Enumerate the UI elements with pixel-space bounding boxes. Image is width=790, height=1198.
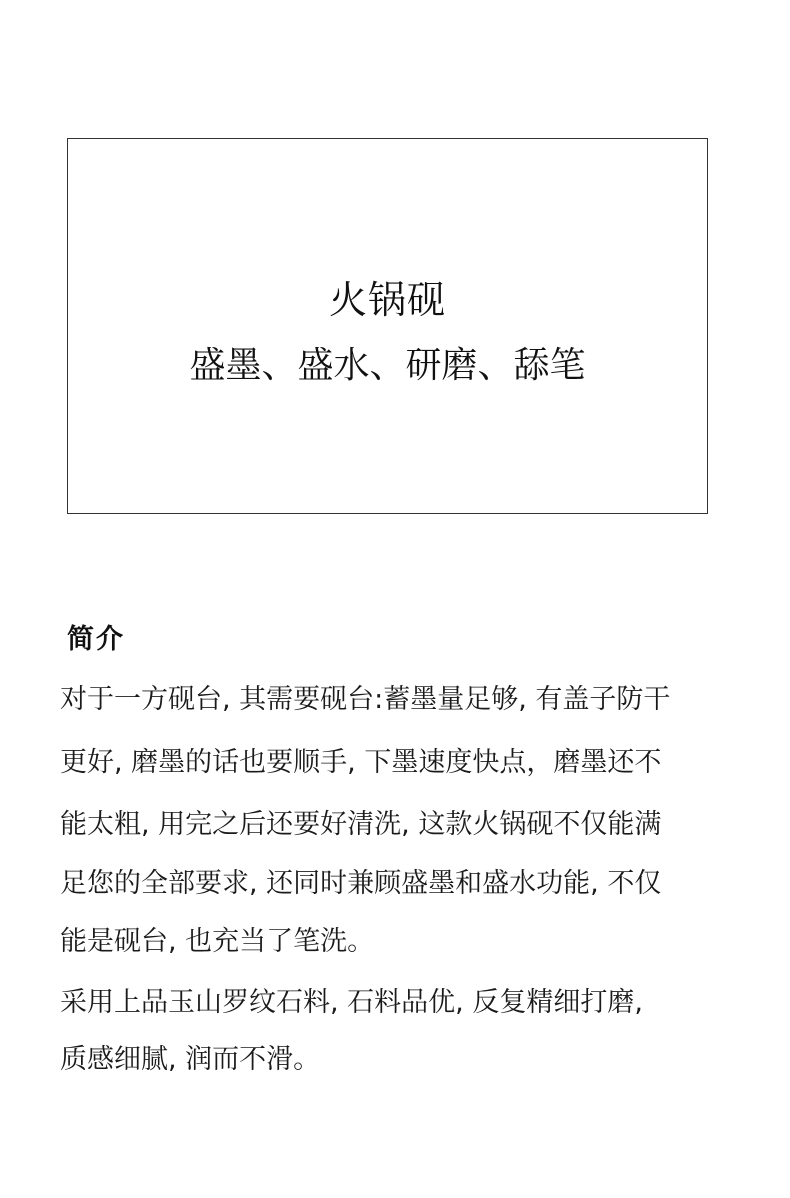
- intro-line: 能太粗, 用完之后还要好清洗, 这款火锅砚不仅能满: [60, 809, 662, 840]
- intro-line: 更好, 磨墨的话也要顺手, 下墨速度快点，磨墨还不: [60, 747, 662, 778]
- intro-heading: 简介: [67, 624, 125, 655]
- intro-line: 对于一方砚台, 其需要砚台:蓄墨量足够, 有盖子防干: [60, 684, 671, 715]
- intro-line: 质感细腻, 润而不滑。: [60, 1044, 321, 1075]
- intro-line: 足您的全部要求, 还同时兼顾盛墨和盛水功能, 不仅: [60, 868, 662, 899]
- product-functions: 盛墨、盛水、研磨、舔笔: [189, 345, 586, 386]
- hero-box: [67, 138, 708, 514]
- intro-line: 能是砚台, 也充当了笔洗。: [60, 926, 375, 957]
- product-title: 火锅砚: [328, 278, 446, 322]
- intro-line: 采用上品玉山罗纹石料, 石料品优, 反复精细打磨,: [60, 987, 643, 1018]
